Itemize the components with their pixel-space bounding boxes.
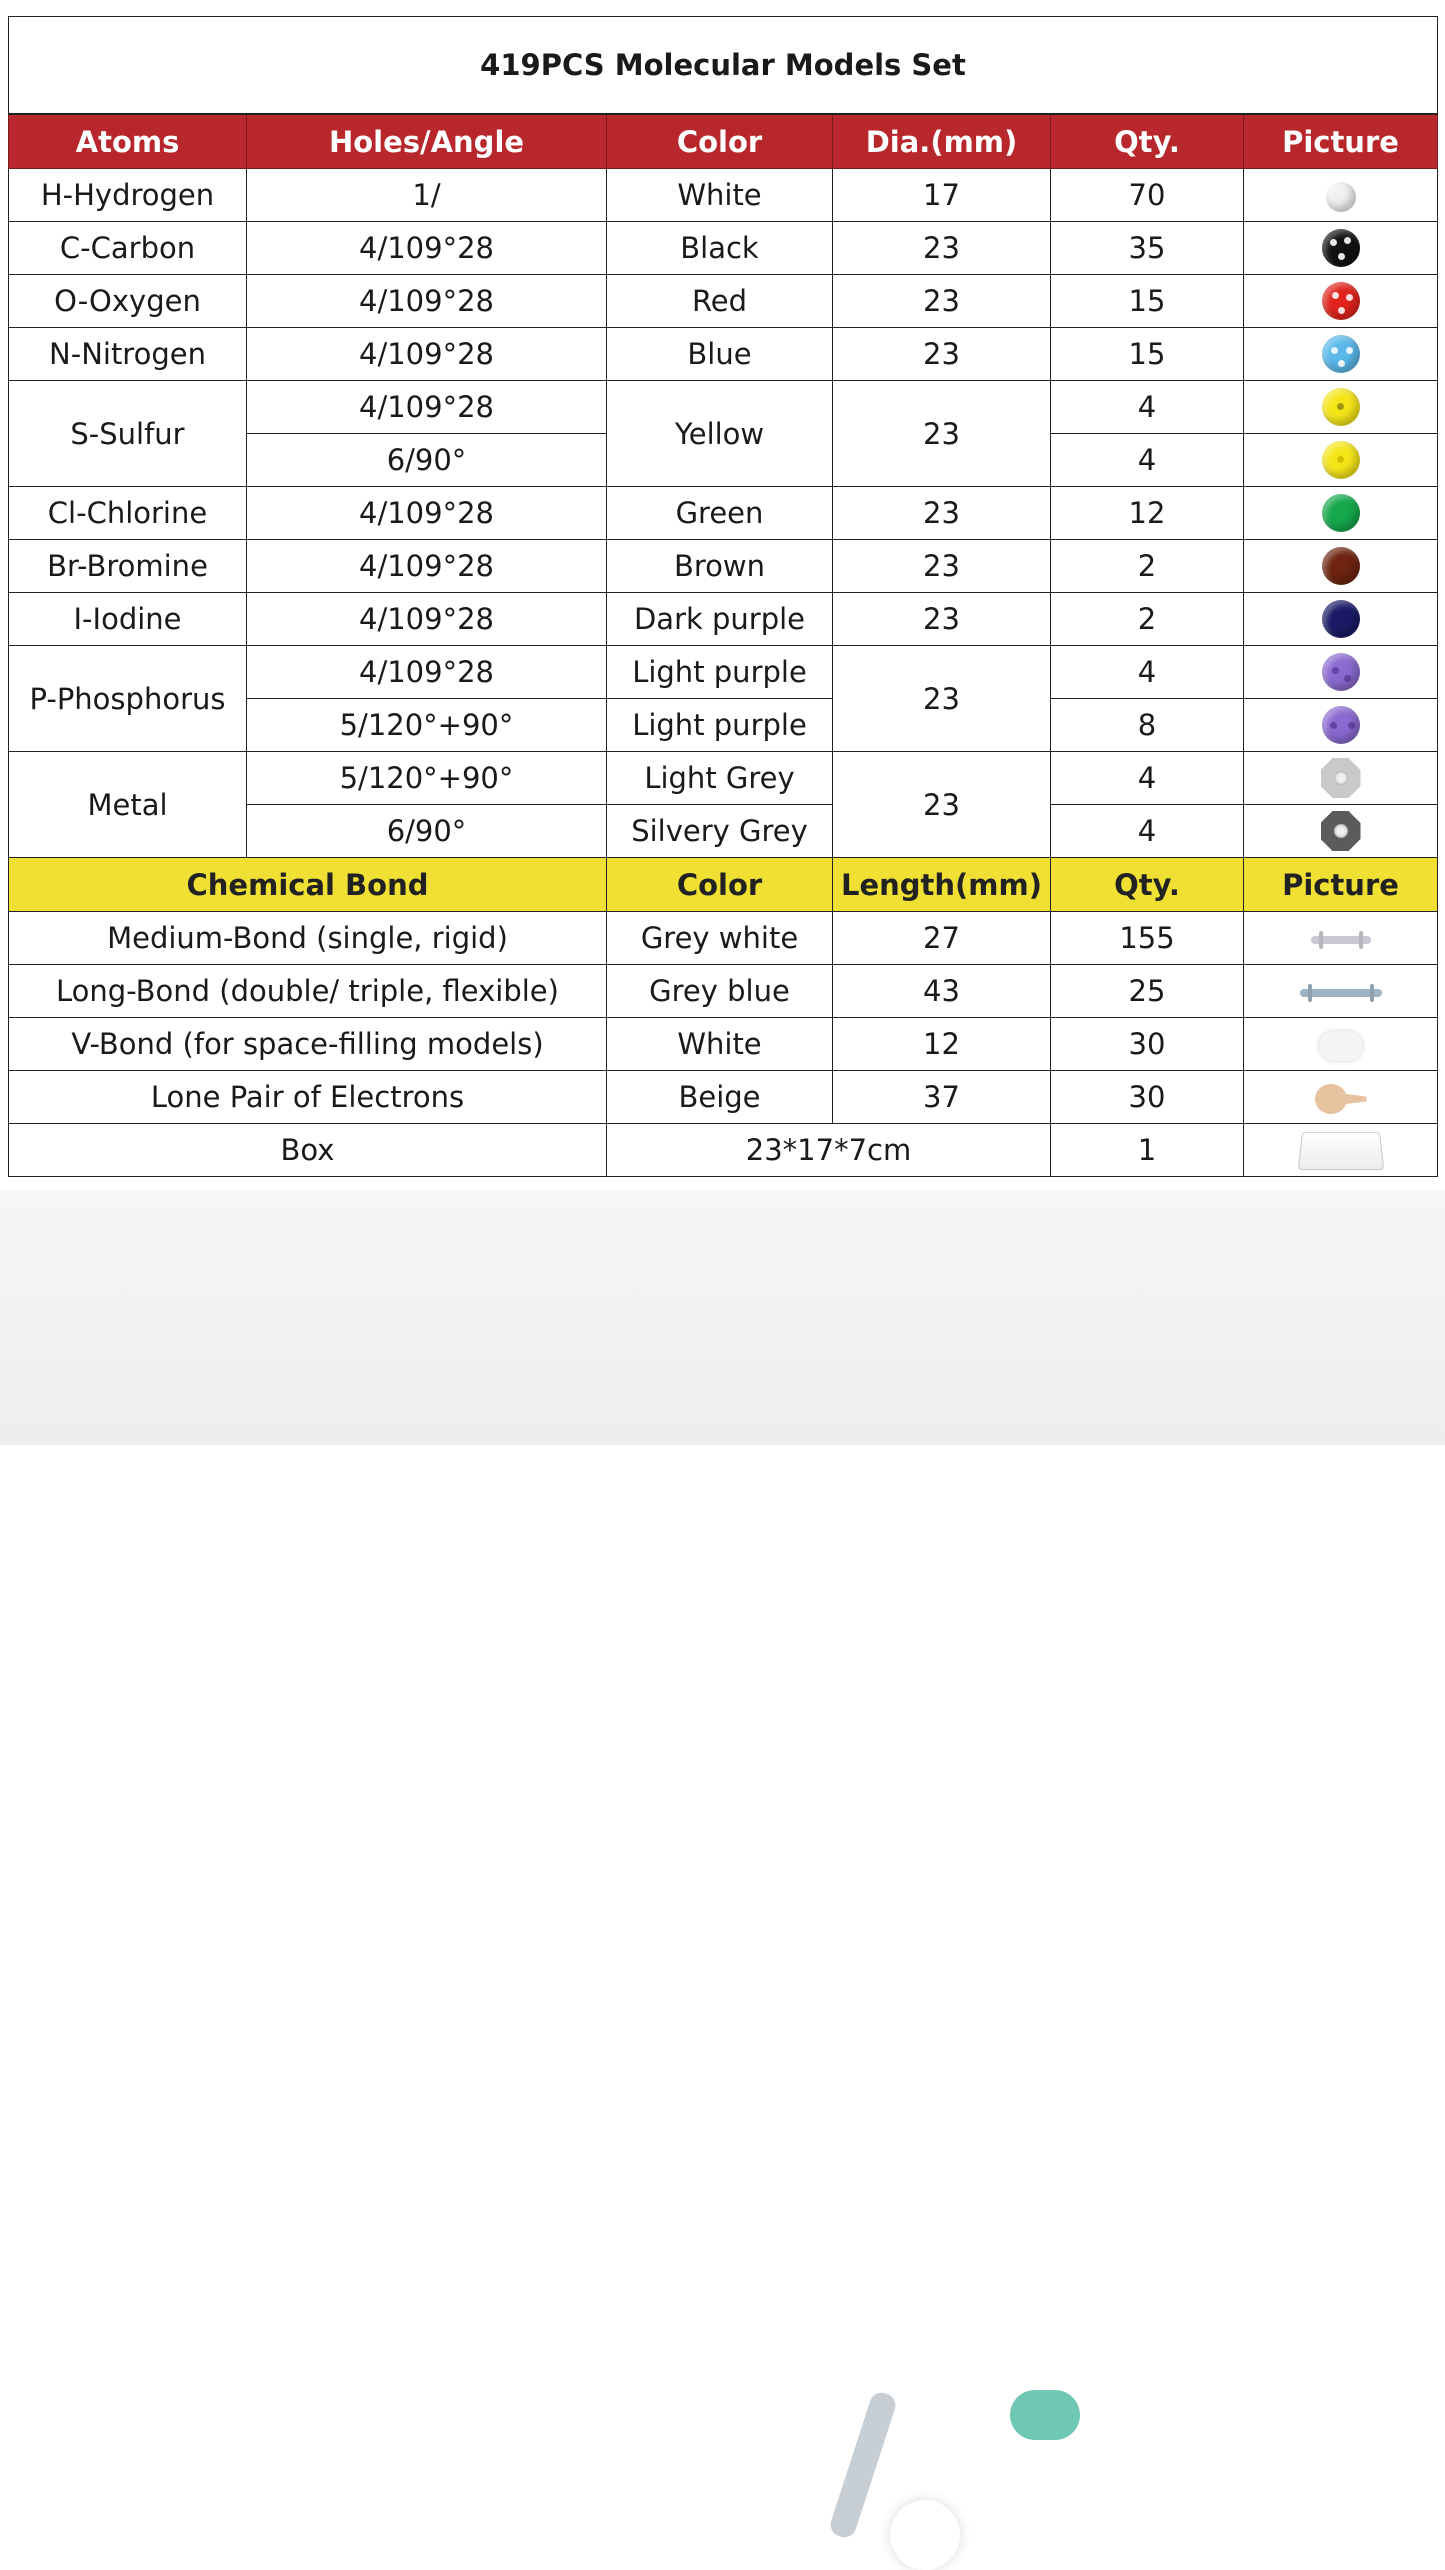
molecular-models-spec-table	[8, 16, 1438, 1177]
table-row	[9, 328, 1438, 381]
phosphorus-5-hole-ball-icon	[1322, 706, 1360, 744]
bond-picture	[1244, 1018, 1438, 1071]
header-holes-angle: Holes/Angle	[247, 114, 607, 169]
atom-name: P-Phosphorus	[9, 646, 247, 752]
atom-color: Light purple	[607, 646, 833, 699]
atom-name: H-Hydrogen	[9, 169, 247, 222]
box-picture	[1244, 1124, 1438, 1177]
header-bond-color: Color	[607, 858, 833, 912]
table-row	[9, 222, 1438, 275]
bond-color: Grey blue	[607, 965, 833, 1018]
header-chemical-bond: Chemical Bond	[9, 858, 607, 912]
bond-name: Lone Pair of Electrons	[9, 1071, 607, 1124]
bond-color: Beige	[607, 1071, 833, 1124]
bond-color: Grey white	[607, 912, 833, 965]
atom-picture	[1244, 434, 1438, 487]
header-qty: Qty.	[1051, 114, 1244, 169]
atom-holes: 4/109°28	[247, 381, 607, 434]
atom-name: I-Iodine	[9, 593, 247, 646]
atom-name: C-Carbon	[9, 222, 247, 275]
iodine-ball-icon	[1322, 600, 1360, 638]
atom-picture	[1244, 540, 1438, 593]
atom-holes: 4/109°28	[247, 275, 607, 328]
table-row	[9, 752, 1438, 805]
atom-picture	[1244, 699, 1438, 752]
atom-dia: 23	[833, 540, 1051, 593]
bond-length: 37	[833, 1071, 1051, 1124]
atom-picture	[1244, 169, 1438, 222]
atom-color: Light Grey	[607, 752, 833, 805]
table-row	[9, 593, 1438, 646]
atom-holes: 6/90°	[247, 434, 607, 487]
table-row	[9, 1071, 1438, 1124]
v-bond-icon	[1319, 1031, 1363, 1061]
oxygen-ball-icon	[1322, 282, 1360, 320]
atom-holes: 6/90°	[247, 805, 607, 858]
atom-dia: 17	[833, 169, 1051, 222]
atom-picture	[1244, 381, 1438, 434]
atom-color: Blue	[607, 328, 833, 381]
table-row	[9, 1124, 1438, 1177]
bond-name: Long-Bond (double/ triple, flexible)	[9, 965, 607, 1018]
atom-qty: 12	[1051, 487, 1244, 540]
atom-dia: 23	[833, 275, 1051, 328]
chlorine-ball-icon	[1322, 494, 1360, 532]
atom-holes: 5/120°+90°	[247, 752, 607, 805]
atom-picture	[1244, 805, 1438, 858]
light-grey-metal-icon	[1321, 758, 1361, 798]
atom-color: Silvery Grey	[607, 805, 833, 858]
atom-dia: 23	[833, 646, 1051, 752]
atom-qty: 4	[1051, 805, 1244, 858]
table-row	[9, 487, 1438, 540]
atom-color: Green	[607, 487, 833, 540]
lone-pair-icon	[1315, 1084, 1367, 1114]
table-title: 419PCS Molecular Models Set	[9, 17, 1438, 115]
box-size: 23*17*7cm	[607, 1124, 1051, 1177]
long-bond-icon	[1300, 989, 1382, 997]
hydrogen-ball-icon	[1326, 182, 1356, 212]
nitrogen-ball-icon	[1322, 335, 1360, 373]
atom-picture	[1244, 275, 1438, 328]
atom-color: Brown	[607, 540, 833, 593]
atom-name: Metal	[9, 752, 247, 858]
bromine-ball-icon	[1322, 547, 1360, 585]
atom-holes: 4/109°28	[247, 593, 607, 646]
atom-holes: 4/109°28	[247, 222, 607, 275]
table-row	[9, 540, 1438, 593]
header-color: Color	[607, 114, 833, 169]
box-name: Box	[9, 1124, 607, 1177]
atom-name: S-Sulfur	[9, 381, 247, 487]
atom-name: N-Nitrogen	[9, 328, 247, 381]
atom-holes: 4/109°28	[247, 540, 607, 593]
header-dia: Dia.(mm)	[833, 114, 1051, 169]
atom-qty: 15	[1051, 328, 1244, 381]
table-row	[9, 646, 1438, 699]
phosphorus-ball-icon	[1322, 653, 1360, 691]
atom-picture	[1244, 646, 1438, 699]
header-bond-qty: Qty.	[1051, 858, 1244, 912]
atom-dia: 23	[833, 752, 1051, 858]
model-green-ball-shape	[1010, 2390, 1080, 2440]
atom-dia: 23	[833, 381, 1051, 487]
table-row	[9, 912, 1438, 965]
bond-length: 43	[833, 965, 1051, 1018]
atom-qty: 2	[1051, 593, 1244, 646]
atom-picture	[1244, 487, 1438, 540]
atom-holes: 4/109°28	[247, 646, 607, 699]
bond-qty: 155	[1051, 912, 1244, 965]
header-length: Length(mm)	[833, 858, 1051, 912]
atom-qty: 4	[1051, 434, 1244, 487]
atom-dia: 23	[833, 487, 1051, 540]
bond-qty: 25	[1051, 965, 1244, 1018]
atom-qty: 35	[1051, 222, 1244, 275]
atoms-header-row	[9, 114, 1438, 169]
background-photo	[0, 1190, 1445, 1445]
header-picture: Picture	[1244, 114, 1438, 169]
table-row	[9, 169, 1438, 222]
atom-name: Cl-Chlorine	[9, 487, 247, 540]
bond-length: 12	[833, 1018, 1051, 1071]
atom-picture	[1244, 328, 1438, 381]
medium-bond-icon	[1311, 936, 1371, 944]
atom-picture	[1244, 593, 1438, 646]
atom-name: O-Oxygen	[9, 275, 247, 328]
bond-color: White	[607, 1018, 833, 1071]
atom-color: Yellow	[607, 381, 833, 487]
bond-name: Medium-Bond (single, rigid)	[9, 912, 607, 965]
header-bond-picture: Picture	[1244, 858, 1438, 912]
atom-dia: 23	[833, 222, 1051, 275]
bond-picture	[1244, 965, 1438, 1018]
atom-qty: 70	[1051, 169, 1244, 222]
header-atoms: Atoms	[9, 114, 247, 169]
title-row	[9, 17, 1438, 115]
atom-color: Red	[607, 275, 833, 328]
atom-dia: 23	[833, 328, 1051, 381]
bond-qty: 30	[1051, 1018, 1244, 1071]
atom-picture	[1244, 752, 1438, 805]
bond-name: V-Bond (for space-filling models)	[9, 1018, 607, 1071]
atom-qty: 4	[1051, 646, 1244, 699]
bond-qty: 30	[1051, 1071, 1244, 1124]
atom-qty: 4	[1051, 752, 1244, 805]
table-row	[9, 965, 1438, 1018]
atom-holes: 4/109°28	[247, 487, 607, 540]
atom-color: Light purple	[607, 699, 833, 752]
box-qty: 1	[1051, 1124, 1244, 1177]
model-stick-shape	[827, 2390, 898, 2541]
silvery-grey-metal-icon	[1321, 811, 1361, 851]
atom-qty: 2	[1051, 540, 1244, 593]
bond-picture	[1244, 1071, 1438, 1124]
sulfur-ball-icon	[1322, 388, 1360, 426]
model-white-ball-shape	[890, 2500, 960, 2570]
bond-length: 27	[833, 912, 1051, 965]
carbon-ball-icon	[1322, 229, 1360, 267]
atom-color: White	[607, 169, 833, 222]
atom-qty: 8	[1051, 699, 1244, 752]
atom-dia: 23	[833, 593, 1051, 646]
table-row	[9, 275, 1438, 328]
atom-qty: 4	[1051, 381, 1244, 434]
table-row	[9, 381, 1438, 434]
atom-color: Dark purple	[607, 593, 833, 646]
atom-holes: 4/109°28	[247, 328, 607, 381]
atom-name: Br-Bromine	[9, 540, 247, 593]
atom-holes: 1/	[247, 169, 607, 222]
storage-box-icon	[1297, 1132, 1383, 1170]
bond-picture	[1244, 912, 1438, 965]
atom-color: Black	[607, 222, 833, 275]
sulfur-6-hole-ball-icon	[1322, 441, 1360, 479]
table-row	[9, 1018, 1438, 1071]
bonds-header-row	[9, 858, 1438, 912]
atom-qty: 15	[1051, 275, 1244, 328]
atom-picture	[1244, 222, 1438, 275]
atom-holes: 5/120°+90°	[247, 699, 607, 752]
